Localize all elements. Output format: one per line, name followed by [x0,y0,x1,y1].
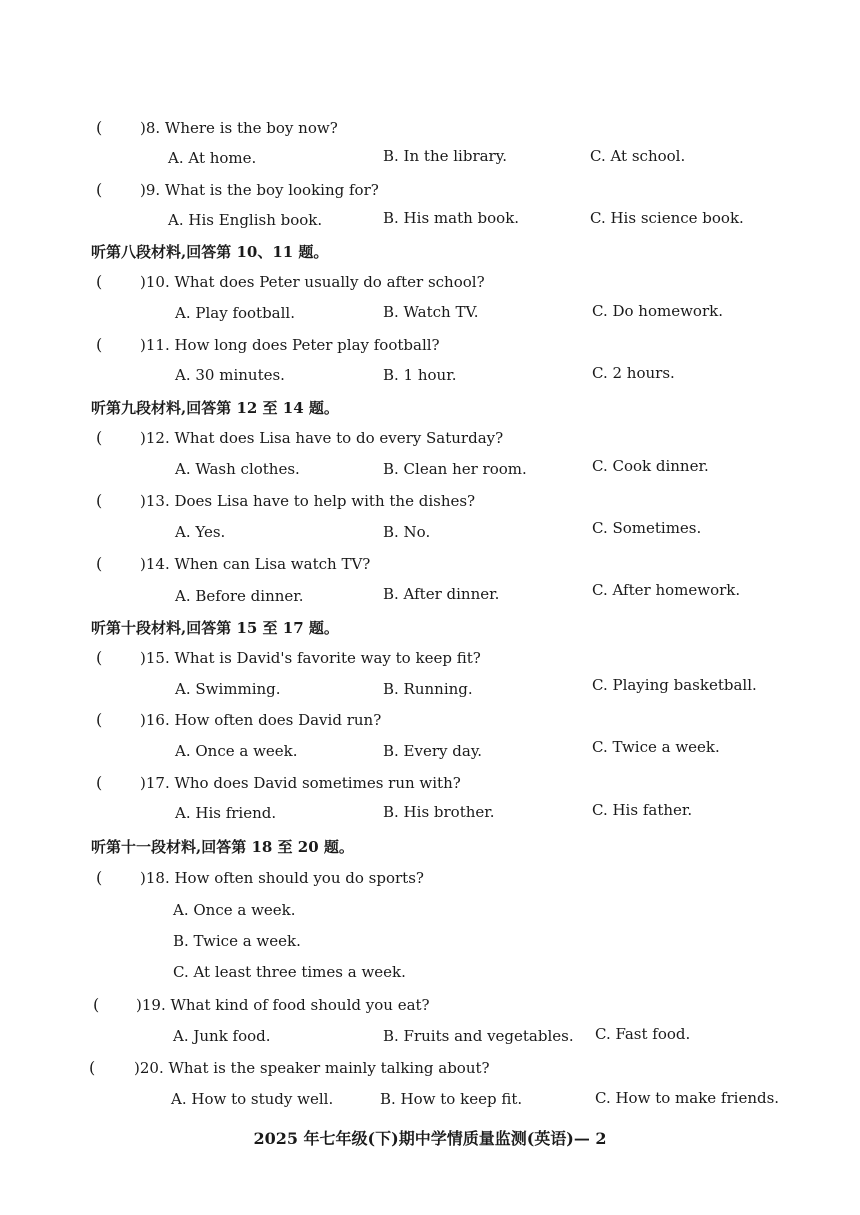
option-8c: C. At school. [590,147,686,165]
section-heading: 听第八段材料,回答第 10、11 题。 [91,243,329,261]
option-15a: A. Swimming. [175,680,281,698]
option-18b: B. Twice a week. [173,932,301,950]
option-13b: B. No. [383,523,431,541]
section-heading: 听第十段材料,回答第 15 至 17 题。 [91,619,339,637]
answer-paren: ( [89,1058,96,1077]
answer-paren: ( [96,554,103,573]
answer-paren: ( [93,995,100,1014]
question-14: )14. When can Lisa watch TV? [140,555,371,573]
question-19: )19. What kind of food should you eat? [136,996,430,1014]
question-9: )9. What is the boy looking for? [140,181,379,199]
option-10b: B. Watch TV. [383,303,479,321]
question-11: )11. How long does Peter play football? [140,336,440,354]
option-11c: C. 2 hours. [592,364,675,382]
answer-paren: ( [96,648,103,667]
option-18c: C. At least three times a week. [173,963,406,981]
option-20c: C. How to make friends. [595,1089,780,1107]
option-14a: A. Before dinner. [175,587,304,605]
option-10a: A. Play football. [175,304,295,322]
question-13: )13. Does Lisa have to help with the dishes? [140,492,476,510]
question-18: )18. How often should you do sports? [140,869,424,887]
option-11b: B. 1 hour. [383,366,457,384]
option-8b: B. In the library. [383,147,507,165]
answer-paren: ( [96,428,103,447]
option-11a: A. 30 minutes. [175,366,285,384]
option-15c: C. Playing basketball. [592,676,757,694]
answer-paren: ( [96,710,103,729]
answer-paren: ( [96,868,103,887]
option-19b: B. Fruits and vegetables. [383,1027,574,1045]
option-14b: B. After dinner. [383,585,500,603]
section-heading: 听第九段材料,回答第 12 至 14 题。 [91,399,339,417]
option-10c: C. Do homework. [592,302,723,320]
option-12a: A. Wash clothes. [175,460,300,478]
option-9a: A. His English book. [168,211,323,229]
question-20: )20. What is the speaker mainly talking about? [134,1059,490,1077]
answer-paren: ( [96,773,103,792]
option-20a: A. How to study well. [171,1090,334,1108]
option-17a: A. His friend. [175,804,277,822]
question-17: )17. Who does David sometimes run with? [140,774,461,792]
option-16a: A. Once a week. [175,742,298,760]
option-12b: B. Clean her room. [383,460,527,478]
option-16c: C. Twice a week. [592,738,720,756]
question-10: )10. What does Peter usually do after school? [140,273,485,291]
answer-paren: ( [96,335,103,354]
question-8: )8. Where is the boy now? [140,119,338,137]
option-9c: C. His science book. [590,209,744,227]
option-12c: C. Cook dinner. [592,457,709,475]
answer-paren: ( [96,118,103,137]
option-16b: B. Every day. [383,742,483,760]
option-19c: C. Fast food. [595,1025,691,1043]
option-17c: C. His father. [592,801,693,819]
answer-paren: ( [96,491,103,510]
page-footer: 2025 年七年级(下)期中学情质量监测(英语)— 2 [253,1129,607,1148]
option-14c: C. After homework. [592,581,741,599]
option-9b: B. His math book. [383,209,520,227]
section-heading: 听第十一段材料,回答第 18 至 20 题。 [91,838,354,856]
option-8a: A. At home. [168,149,257,167]
option-20b: B. How to keep fit. [380,1090,523,1108]
answer-paren: ( [96,180,103,199]
answer-paren: ( [96,272,103,291]
option-19a: A. Junk food. [173,1027,271,1045]
option-18a: A. Once a week. [173,901,296,919]
option-17b: B. His brother. [383,803,495,821]
question-12: )12. What does Lisa have to do every Saturday? [140,429,504,447]
option-13c: C. Sometimes. [592,519,702,537]
question-15: )15. What is David's favorite way to keep fit? [140,649,481,667]
option-13a: A. Yes. [175,523,226,541]
question-16: )16. How often does David run? [140,711,382,729]
option-15b: B. Running. [383,680,473,698]
